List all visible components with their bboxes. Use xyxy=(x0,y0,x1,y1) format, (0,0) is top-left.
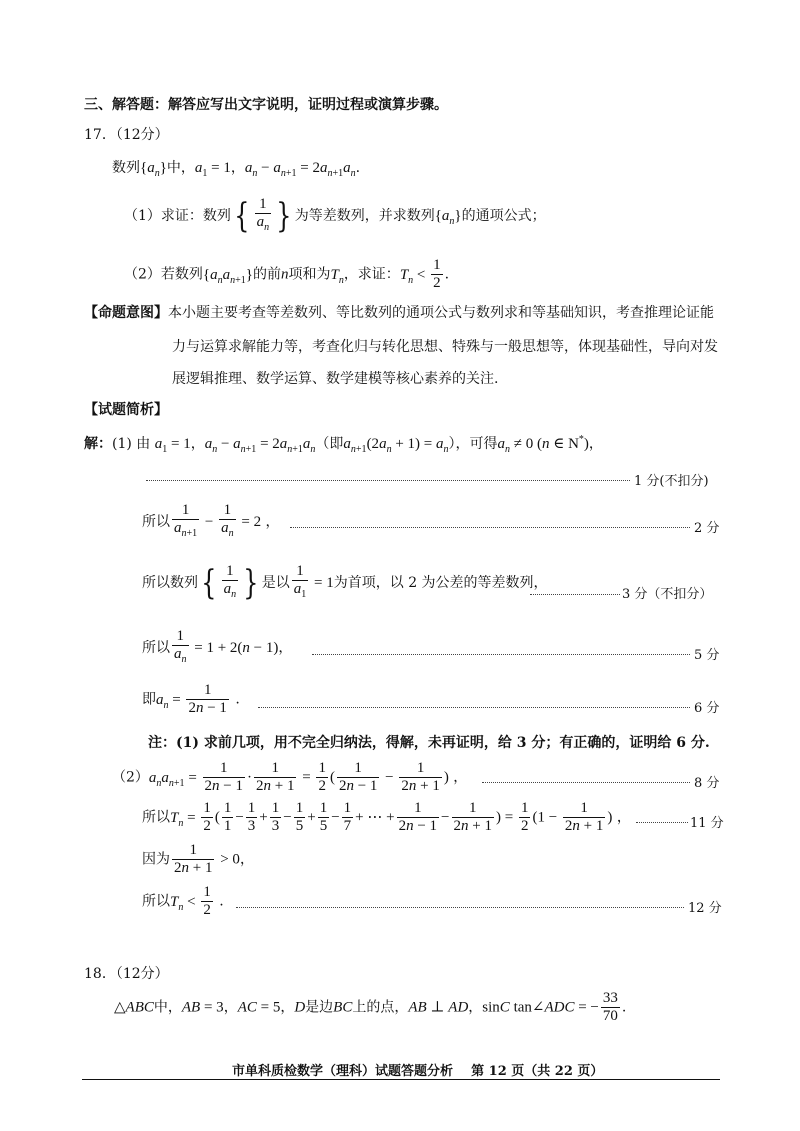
score-12: 12 分 xyxy=(688,901,722,916)
dot-leader xyxy=(146,480,630,481)
solution-step-3: 所以数列{ $\frac{1}{a_n}$ } 是以 $\frac{1}{a_1}$ = 1为首项，以 2 为公差的等差数列， xyxy=(142,563,548,603)
solution-step-5: 即$a_n$ = $\frac{1}{2n - 1}$ . xyxy=(142,682,240,716)
part2-step-1: $(2)a_na_{n+1}$ = $\frac{1}{2n - 1}$ · $\frac{1}{2n + 1}$ = $\frac{1}{2}$ ( $\frac{1}{2n - 1}$ − $\frac{1}{2n + 1}$ ) ， xyxy=(112,760,468,794)
score-11: 11 分 xyxy=(690,816,724,831)
solution-step-2: 所以 $\frac{1}{a_{n+1}}$ − $\frac{1}{a_n}$ = 2 ， xyxy=(142,502,280,542)
dot-leader xyxy=(530,594,620,595)
score-6: 6 分 xyxy=(694,701,720,716)
dot-leader xyxy=(636,822,688,823)
intent-line2: 力与运算求解能力等，考查化归与转化思想、特殊与一般思想等，体现基础性，导向对发 xyxy=(172,339,718,355)
section-heading: 三、解答题：解答应写出文字说明，证明过程或演算步骤。 xyxy=(84,97,448,113)
analysis-label: 【试题简析】 xyxy=(84,402,168,418)
dot-leader xyxy=(258,707,690,708)
q18-stem: △ABC中，AB = 3，AC = 5，D是边BC上的点，AB ⊥ AD，sinC tan∠ADC = − $\frac{33}{70}$ . xyxy=(114,990,627,1024)
intent-block: 【命题意图】本小题主要考查等差数列、等比数列的通项公式与数列求和等基础知识，考查推理论证能 xyxy=(84,305,714,321)
score-2: 2 分 xyxy=(694,521,720,536)
q17-stem: 数列$\{a_n\}$中，$a_1 = 1$，$a_n - a_{n+1} = 2a_{n+1}a_n$. xyxy=(112,160,361,179)
q17-part1: （1）求证：数列{ $\frac{1}{a_n}$ } 为等差数列，并求数列$\{a_n\}$的通项公式； xyxy=(124,196,546,236)
frac-1-over-an: $\frac{1}{a_n}$ xyxy=(255,196,272,236)
footer-page: 第 12 页（共 22 页） xyxy=(471,1064,604,1079)
footer-title: 市单科质检数学（理科）试题答题分析 xyxy=(232,1064,454,1079)
part2-step-3: 因为 $\frac{1}{2n + 1}$ > 0， xyxy=(142,842,254,876)
dot-leader xyxy=(482,782,690,783)
footer-rule xyxy=(82,1079,720,1080)
dot-leader xyxy=(312,654,690,655)
dot-leader xyxy=(290,527,690,528)
q17-label: 17．（12分） xyxy=(84,127,169,143)
score-5: 5 分 xyxy=(694,648,720,663)
score-3: 3 分（不扣分） xyxy=(622,587,713,602)
solution-step-4: 所以 $\frac{1}{a_n}$ = 1 + 2(n − 1)， xyxy=(142,628,292,668)
solution-step-1: 解：(1) 由 $a_1 = 1$，$a_n - a_{n+1} = 2a_{n+1}a_n$（即$a_{n+1}(2a_n + 1) = a_n$），可得$a_n \ne 0$ (n ∈ N*)， xyxy=(84,434,603,455)
q18-label: 18．（12分） xyxy=(84,966,169,982)
dot-leader xyxy=(236,907,684,908)
footer xyxy=(232,1060,603,1079)
part2-step-2: 所以$T_n$ = $\frac{1}{2}$ ( $\frac{1}{1}$ − $\frac{1}{3}$ + $\frac{1}{3}$ − $\frac{1}{5}$ + $\frac{1}{5}$ − $\frac{1}{7}$ + ⋯ + $\frac{1}{2n - 1}$ − $\frac{1}{2n + 1}$ ) = $\frac{1}{2}$ (1 − $\frac{1}{2n + 1}$ ) ， xyxy=(142,800,631,834)
intent-line3: 展逻辑推理、数学运算、数学建模等核心素养的关注. xyxy=(172,371,499,387)
score-8: 8 分 xyxy=(694,776,720,791)
score-1: 1 分(不扣分) xyxy=(634,474,709,489)
part2-step-4: 所以$T_n$ < $\frac{1}{2}$ . xyxy=(142,884,224,918)
q17-part2: （2）若数列$\{a_na_{n+1}\}$的前n项和为$T_n$，求证：$T_n$ < $\frac{1}{2}$ . xyxy=(124,257,450,291)
grading-note: 注：(1) 求前几项，用不完全归纳法，得解，未再证明，给 3 分；有正确的，证明给 6 分. xyxy=(148,735,710,751)
